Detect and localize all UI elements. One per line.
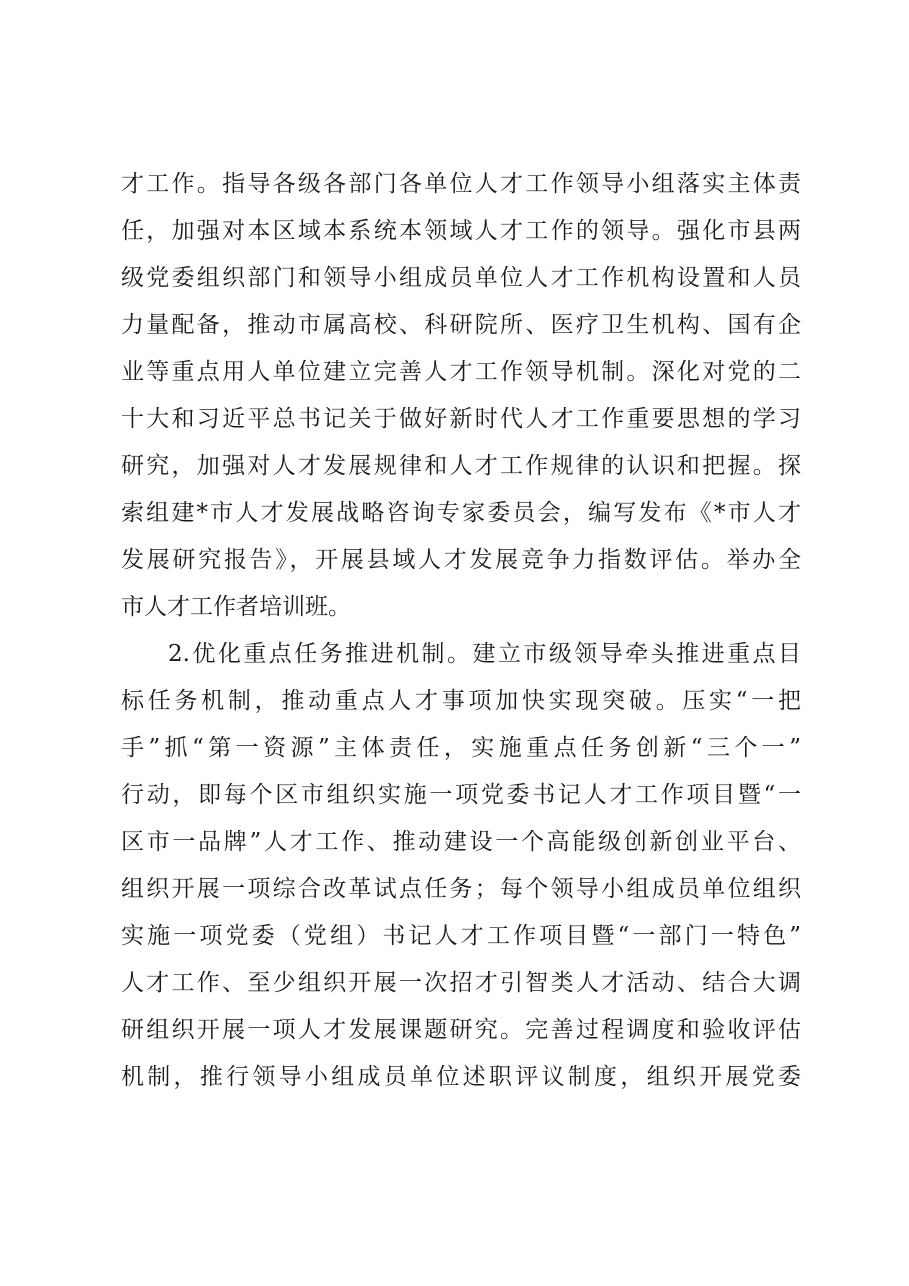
text-line: 机制，推行领导小组成员单位述职评议制度，组织开展党委	[121, 1064, 801, 1090]
text-line: 任，加强对本区域本系统本领域人才工作的领导。强化市县两	[121, 218, 801, 244]
text-line: 人才工作、至少组织开展一次招才引智类人才活动、结合大调	[121, 970, 801, 996]
text-line: 级党委组织部门和领导小组成员单位人才工作机构设置和人员	[121, 265, 801, 291]
text-line: 十大和习近平总书记关于做好新时代人才工作重要思想的学习	[121, 406, 801, 432]
text-line: 行动，即每个区市组织实施一项党委书记人才工作项目暨“一	[121, 782, 801, 808]
text-line: 市人才工作者培训班。	[121, 594, 351, 620]
text-line: 标任务机制，推动重点人才事项加快实现突破。压实“一把	[121, 688, 801, 714]
text-line: 才工作。指导各级各部门各单位人才工作领导小组落实主体责	[121, 171, 801, 197]
text-line: 研组织开展一项人才发展课题研究。完善过程调度和验收评估	[121, 1017, 801, 1043]
text-line: 组织开展一项综合改革试点任务；每个领导小组成员单位组织	[121, 876, 801, 902]
text-line: 研究，加强对人才发展规律和人才工作规律的认识和把握。探	[121, 453, 801, 479]
text-line: 手”抓“第一资源”主体责任，实施重点任务创新“三个一”	[121, 735, 801, 761]
text-line: 业等重点用人单位建立完善人才工作领导机制。深化对党的二	[121, 359, 801, 385]
text-line: 索组建*市人才发展战略咨询专家委员会，编写发布《*市人才	[121, 500, 801, 526]
text-line: 发展研究报告》，开展县域人才发展竞争力指数评估。举办全	[121, 547, 801, 573]
paragraph-heading-line: 2.优化重点任务推进机制。建立市级领导牵头推进重点目	[168, 641, 801, 667]
text-line: 实施一项党委（党组）书记人才工作项目暨“一部门一特色”	[121, 923, 801, 949]
text-line: 力量配备，推动市属高校、科研院所、医疗卫生机构、国有企	[121, 312, 801, 338]
text-line: 区市一品牌”人才工作、推动建设一个高能级创新创业平台、	[121, 829, 801, 855]
